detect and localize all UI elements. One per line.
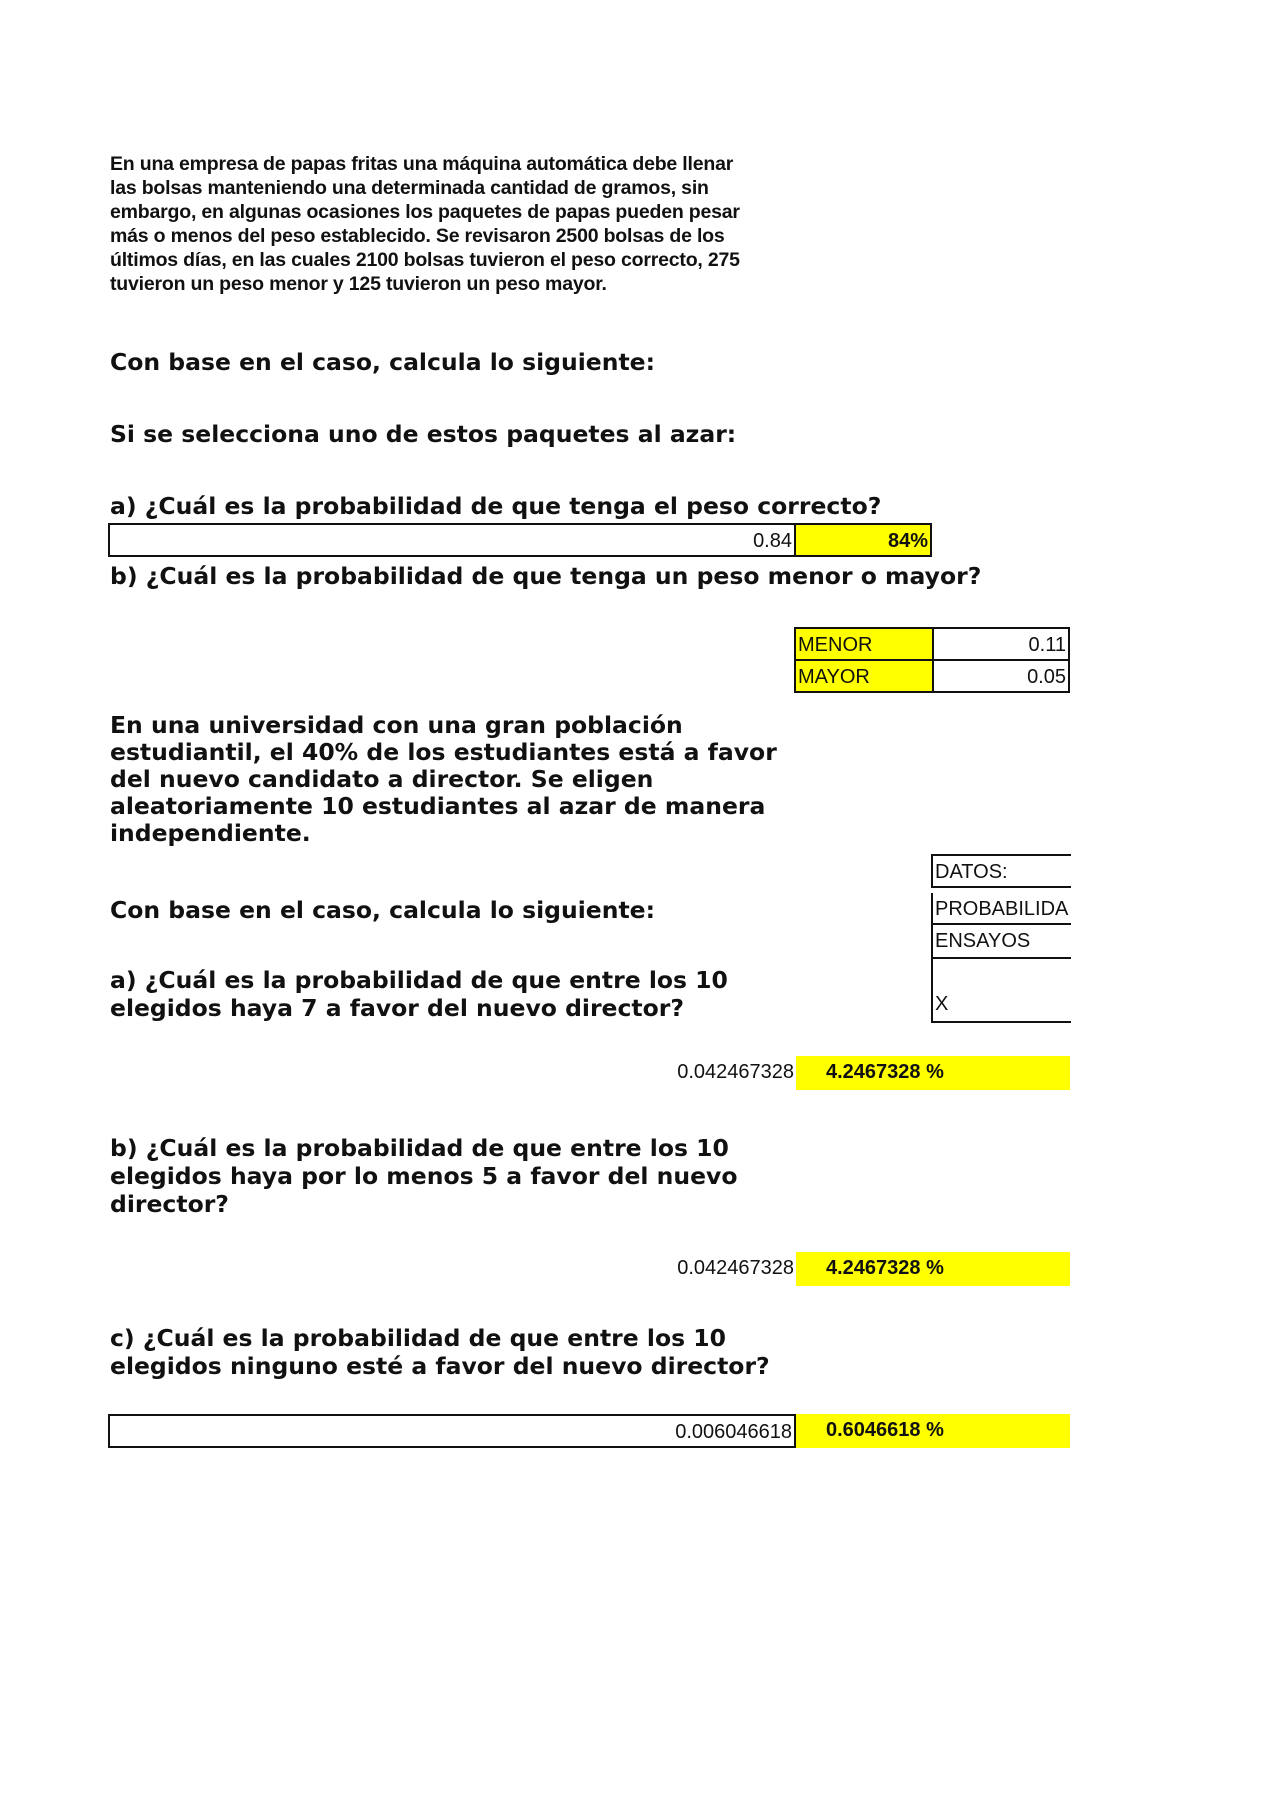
case1-selection: Si se selecciona uno de estos paquetes al azar: <box>110 420 737 448</box>
datos-ensayos: ENSAYOS <box>931 925 1071 959</box>
case1-line: En una empresa de papas fritas una máquina automática debe llenar <box>110 153 734 175</box>
case1-question-a: a) ¿Cuál es la probabilidad de que tenga el peso correcto? <box>110 492 882 520</box>
case2-answer-a-value: 0.042467328 <box>677 1061 794 1083</box>
case1-question-b: b) ¿Cuál es la probabilidad de que tenga un peso menor o mayor? <box>110 562 982 590</box>
menor-value: 0.11 <box>932 627 1070 661</box>
case1-answer-a-percent: 84% <box>794 523 932 557</box>
case1-line: las bolsas manteniendo una determinada cantidad de gramos, sin <box>110 177 709 199</box>
case2-description <box>110 712 810 847</box>
question-line: director? <box>110 1190 229 1218</box>
case1-answer-a-value: 0.84 <box>108 523 796 557</box>
question-line: c) ¿Cuál es la probabilidad de que entre los 10 <box>110 1324 726 1352</box>
mayor-value: 0.05 <box>932 659 1070 693</box>
case1-prompt: Con base en el caso, calcula lo siguiente: <box>110 348 656 376</box>
case2-answer-b-value: 0.042467328 <box>677 1257 794 1279</box>
case1-line: tuvieron un peso menor y 125 tuvieron un peso mayor. <box>110 273 607 295</box>
case2-answer-a-percent: 4.2467328 % <box>796 1056 1070 1090</box>
case2-prompt: Con base en el caso, calcula lo siguiente: <box>110 896 656 924</box>
case2-line: En una universidad con una gran población <box>110 711 683 739</box>
datos-header: DATOS: <box>931 854 1071 888</box>
case2-line: del nuevo candidato a director. Se eligen <box>110 765 654 793</box>
case2-question-b <box>110 1134 738 1218</box>
case2-line: aleatoriamente 10 estudiantes al azar de manera <box>110 792 766 820</box>
datos-probabilidad: PROBABILIDA <box>931 893 1071 925</box>
case2-line: estudiantil, el 40% de los estudiantes está a favor <box>110 738 777 766</box>
question-line: a) ¿Cuál es la probabilidad de que entre los 10 <box>110 966 728 994</box>
case2-question-c <box>110 1324 770 1380</box>
question-line: elegidos haya por lo menos 5 a favor del nuevo <box>110 1162 738 1190</box>
datos-x: X <box>931 959 1071 1023</box>
case1-description <box>110 152 810 296</box>
case2-answer-c-percent: 0.6046618 % <box>796 1414 1070 1448</box>
case1-line: más o menos del peso establecido. Se revisaron 2500 bolsas de los <box>110 225 725 247</box>
case1-line: últimos días, en las cuales 2100 bolsas tuvieron el peso correcto, 275 <box>110 249 740 271</box>
question-line: b) ¿Cuál es la probabilidad de que entre los 10 <box>110 1134 729 1162</box>
case2-question-a <box>110 966 728 1022</box>
mayor-label: MAYOR <box>794 659 934 693</box>
case2-answer-c-value: 0.006046618 <box>108 1414 796 1448</box>
menor-label: MENOR <box>794 627 934 661</box>
case1-line: embargo, en algunas ocasiones los paquetes de papas pueden pesar <box>110 201 740 223</box>
question-line: elegidos haya 7 a favor del nuevo director? <box>110 994 685 1022</box>
question-line: elegidos ninguno esté a favor del nuevo director? <box>110 1352 770 1380</box>
case2-line: independiente. <box>110 819 311 847</box>
case2-answer-b-percent: 4.2467328 % <box>796 1252 1070 1286</box>
